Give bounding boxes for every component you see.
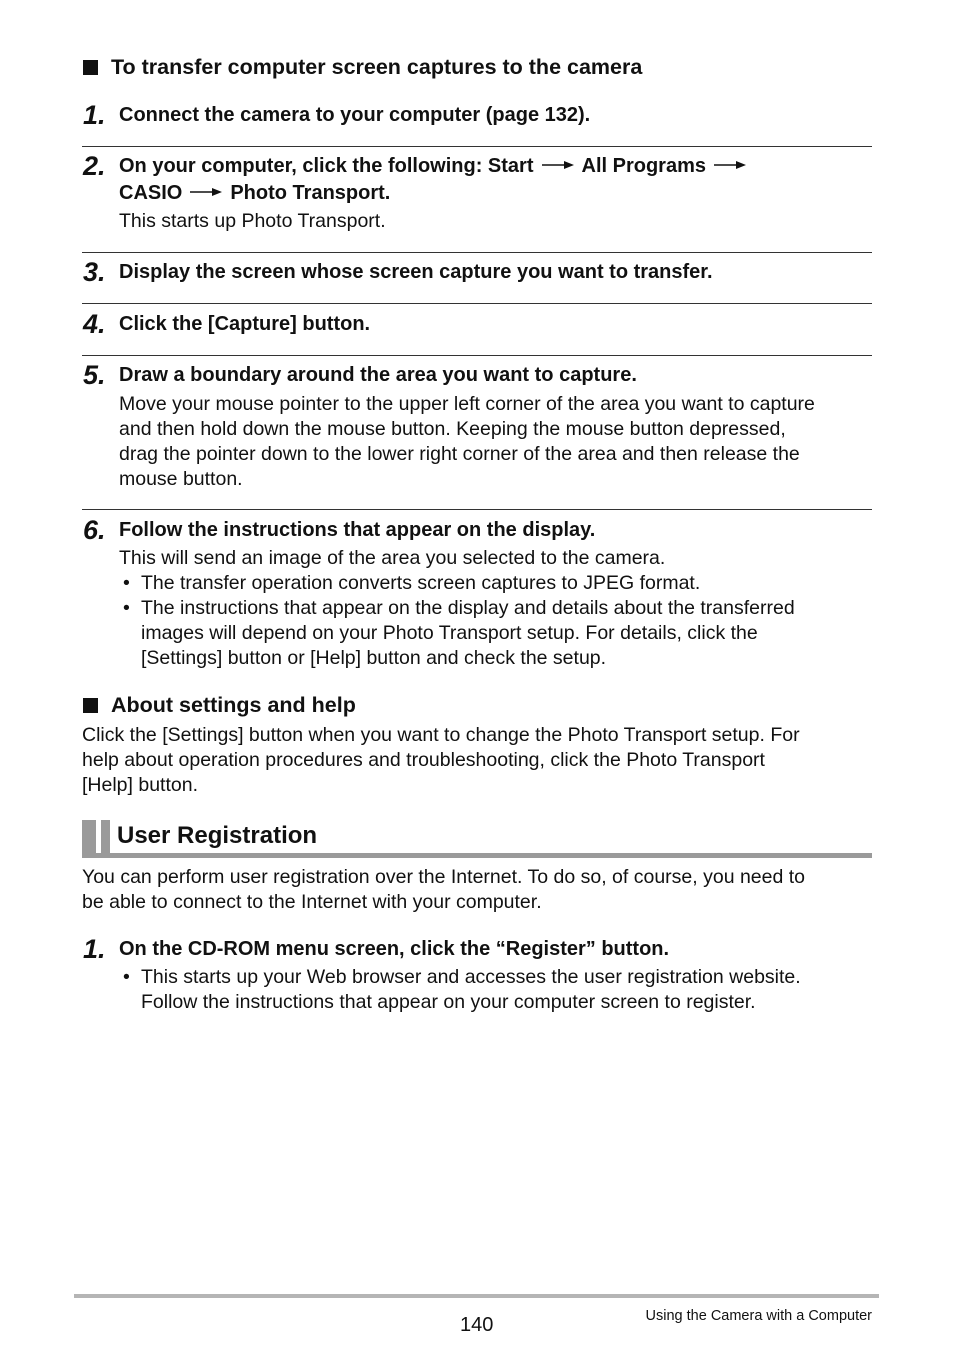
divider xyxy=(82,252,872,253)
manual-page: To transfer computer screen captures to the camera 1. Connect the camera to your computer (page 132). 2. On your computer, click the following: Start All Programs CASIO Photo Transport. This starts up Photo Transport. 3. Display the screen whose screen capture you want to transfer. 4. Click the [Capture] button. 5. Draw a boundary around the area you want to capture. Move your mouse pointer to the upper left corner of the area you want to capture and then hold down the mouse button. Keeping the mouse button depressed, drag the pointer down to the lower right corner of the area and then release the mouse button. 6. Follow the instructions that appear on the display. This will send an image of the area you selected to the camera. • The transfer operation converts screen captures to JPEG format. • The instructions that appear on the display and details about the transferred images will depend on your Photo Transport setup. For details, click the [Settings] button or [Help] button and check the setup. About settings and help Click the [Settings] button when you want to change the Photo Transport setup. For help about operation procedures and troubleshooting, click the Photo Transport [Help] button. User Registration You can perform user registration over the Internet. To do so, of course, you need to be able to connect to the Internet with your computer. 1. On the CD-ROM menu screen, click the “Register” button. • This starts up your Web browser and accesses the user registration website. Follow the instructions that appear on your computer screen to register. 140 Using the Camera with a Computer xyxy=(0,0,954,1357)
step-title: On your computer, click the following: Start All Programs xyxy=(119,153,754,180)
paragraph-line: [Help] button. xyxy=(82,774,198,796)
paragraph-line: You can perform user registration over the Internet. To do so, of course, you need to xyxy=(82,866,806,888)
step-title: Follow the instructions that appear on the display. xyxy=(119,519,596,541)
square-bullet-icon xyxy=(83,698,98,713)
divider xyxy=(82,355,872,356)
divider xyxy=(82,509,872,510)
step-body-line: drag the pointer down to the lower right corner of the area and then release the xyxy=(119,443,800,465)
step-title: Connect the camera to your computer (page 132). xyxy=(119,104,591,126)
arrow-right-icon xyxy=(542,160,574,170)
step-body-line: Move your mouse pointer to the upper left corner of the area you want to capture xyxy=(119,393,815,415)
divider xyxy=(82,303,872,304)
section-heading-transfer: To transfer computer screen captures to the camera xyxy=(83,54,642,80)
step-number: 5. xyxy=(83,360,106,390)
page-number: 140 xyxy=(460,1314,494,1336)
arrow-right-icon xyxy=(190,187,222,197)
step-number: 2. xyxy=(83,151,106,181)
section-heading-settings-help: About settings and help xyxy=(83,692,356,718)
arrow-right-icon xyxy=(714,160,746,170)
step-body-line: and then hold down the mouse button. Keeping the mouse button depressed, xyxy=(119,418,786,440)
step-number: 1. xyxy=(83,100,106,130)
step-number: 4. xyxy=(83,309,106,339)
step-body-line: mouse button. xyxy=(119,468,243,490)
step-number: 1. xyxy=(83,934,106,964)
heading-underline xyxy=(82,853,872,858)
paragraph-line: be able to connect to the Internet with your computer. xyxy=(82,891,542,913)
square-bullet-icon xyxy=(83,60,98,75)
step-number: 6. xyxy=(83,515,106,545)
step-title: On the CD-ROM menu screen, click the “Register” button. xyxy=(119,938,670,960)
step-title: Draw a boundary around the area you want to capture. xyxy=(119,364,637,386)
paragraph-line: help about operation procedures and troubleshooting, click the Photo Transport xyxy=(82,749,765,771)
divider xyxy=(82,146,872,147)
paragraph-line: Click the [Settings] button when you want to change the Photo Transport setup. For xyxy=(82,724,800,746)
step-title-continued: CASIO Photo Transport. xyxy=(119,182,391,204)
chapter-title: Using the Camera with a Computer xyxy=(645,1308,872,1324)
step-body: This starts up Photo Transport. xyxy=(119,210,386,232)
step-number: 3. xyxy=(83,257,106,287)
step-body: This will send an image of the area you selected to the camera. xyxy=(119,547,666,569)
step-title: Click the [Capture] button. xyxy=(119,313,371,335)
step-title: Display the screen whose screen capture you want to transfer. xyxy=(119,261,713,283)
section-title-user-registration: User Registration xyxy=(117,822,318,849)
heading-bar-decoration xyxy=(101,820,110,856)
footer-divider xyxy=(74,1294,879,1298)
heading-bar-decoration xyxy=(82,820,96,856)
